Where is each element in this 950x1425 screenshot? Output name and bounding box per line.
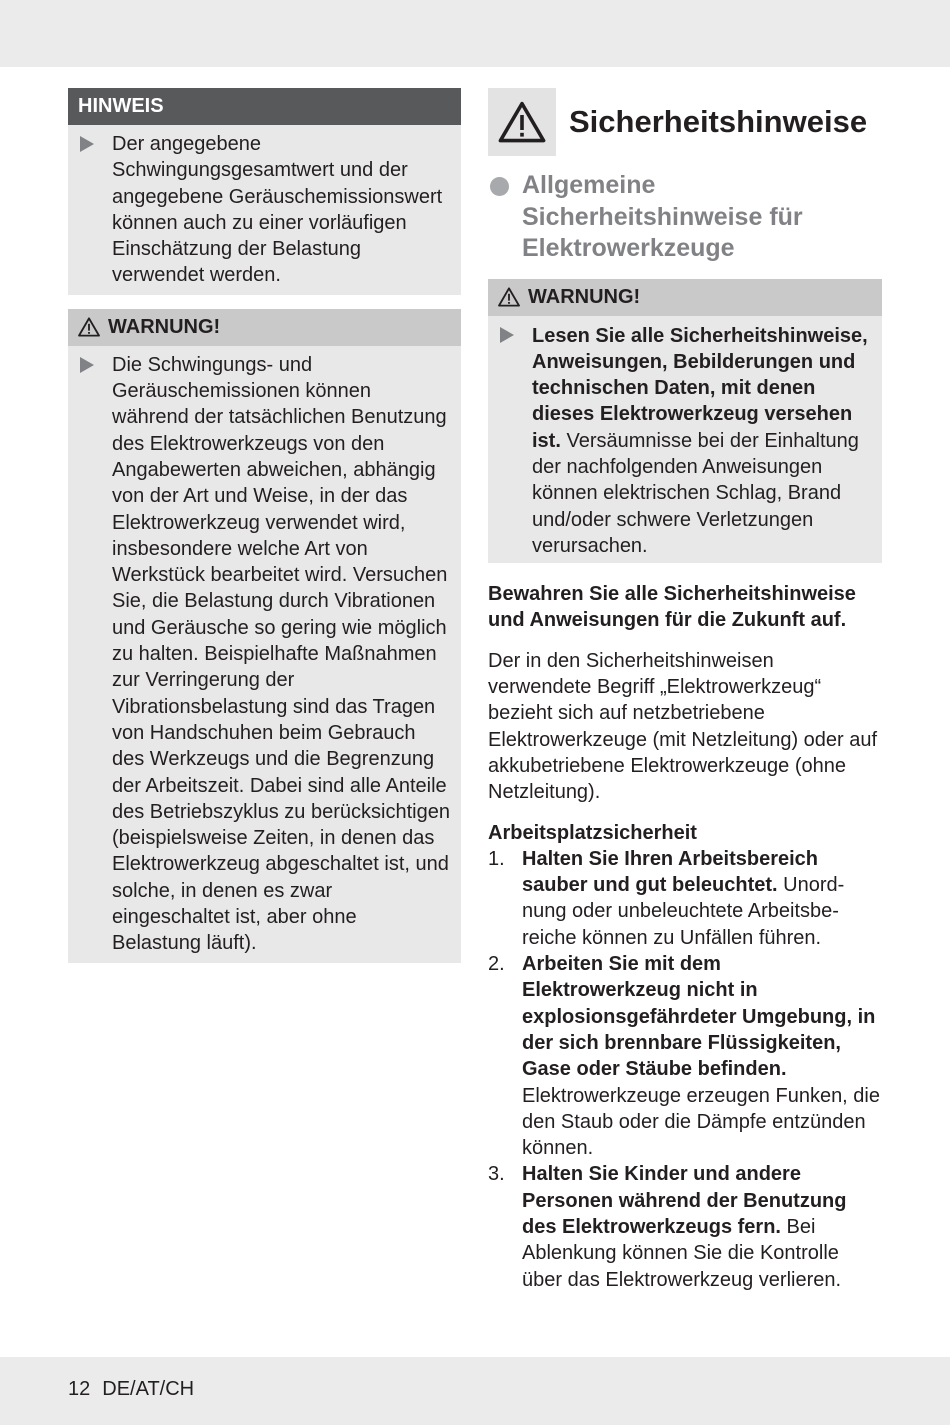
list-item-text: Bei Ablenkung können Sie die Kontrolle über das Elektrowerkzeug verlieren.	[522, 1216, 842, 1291]
warning-title-left: WARNUNG!	[108, 315, 221, 338]
list-item-bold: Halten Sie Kinder und andere Personen während der Benutzung des Elektrowerkzeugs fern.	[522, 1163, 847, 1238]
warning-bold-text: Lesen Sie alle Sicherheitshinweise, Anweisungen, Bebilderungen und technischen Daten, mit denen dieses Elektrowerkzeug versehen ist.	[532, 324, 868, 452]
warning-item-left	[68, 346, 461, 963]
title-icon-box	[488, 88, 556, 156]
warning-title-right: WARNUNG!	[528, 285, 641, 308]
warning-triangle-icon	[78, 317, 100, 337]
warning-header-right	[488, 279, 882, 316]
triangle-bullet-icon	[500, 327, 514, 343]
list-number: 3.	[488, 1163, 505, 1186]
page-title: Sicherheitshinweise	[569, 104, 868, 139]
warning-text-right	[532, 323, 872, 560]
region-label: DE/AT/CH	[102, 1378, 195, 1400]
workplace-list	[488, 846, 882, 1293]
warning-box-left	[68, 309, 461, 963]
warning-normal-text: Versäumnisse bei der Einhaltung der nachfolgenden Anweisungen können elektrischen Schlag, Brand und/oder schwere Verletzungen verursachen.	[532, 429, 859, 557]
section-heading-text: Allgemeine Sicherheitshinweise für Elektrowerkzeuge	[522, 171, 803, 262]
keep-instructions: Bewahren Sie alle Sicherheitshinweise und Anweisungen für die Zukunft auf.	[488, 583, 856, 632]
warning-triangle-icon	[497, 100, 547, 144]
triangle-bullet-icon	[80, 136, 94, 152]
hinweis-text: Der angegebene Schwingungsgesamtwert und der angegebene Geräuschemissionswert können auch zu einer vorläufigen Einschätzung der Belastung verwendet werden.	[112, 133, 443, 287]
circle-bullet-icon	[490, 177, 509, 196]
list-item-bold: Arbeiten Sie mit dem Elektrowerkzeug nicht in explosionsgefährdeter Umgebung, in der sich brennbare Flüssigkeiten, Gase oder Stäube befinden.	[522, 953, 876, 1081]
hinweis-item	[68, 125, 461, 295]
list-item-text: Unord-nung oder unbeleuchtete Arbeitsbe-reiche können zu Unfällen führen.	[522, 874, 845, 949]
warning-item-right	[488, 316, 882, 564]
list-item-text: Elektrowerkzeuge erzeugen Funken, die den Staub oder die Dämpfe entzünden können.	[522, 1084, 880, 1160]
section-heading	[488, 170, 882, 265]
list-item	[488, 951, 882, 1161]
warning-header-left	[68, 309, 461, 346]
page-footer	[68, 1378, 194, 1401]
hinweis-title: HINWEIS	[68, 88, 461, 125]
page-title-row	[488, 88, 882, 156]
page-number: 12	[68, 1378, 91, 1400]
definition-paragraph: Der in den Sicherheitshinweisen verwendete Begriff „Elektrowerkzeug“ bezieht sich auf netzbetriebene Elektrowerkzeuge (mit Netzleitung) oder auf akkubetriebene Elektrowerkzeuge (ohne Netzleitung).	[488, 649, 878, 804]
warning-triangle-icon	[498, 287, 520, 307]
list-number: 1.	[488, 847, 505, 870]
list-item-bold: Halten Sie Ihren Arbeitsbereich sauber und gut beleuchtet.	[522, 847, 819, 897]
workplace-section	[488, 820, 882, 1293]
workplace-heading: Arbeitsplatzsicherheit	[488, 821, 697, 844]
right-column	[488, 88, 882, 1293]
list-item	[488, 846, 882, 951]
warning-box-right	[488, 279, 882, 564]
warning-text-left: Die Schwingungs- und Geräuschemissionen können während der tatsächlichen Benutzung des Elektrowerkzeugs von den Angabewerten abweichen, abhängig von der Art und Weise, in der das Elektrowerkzeug verwendet wird, insbesondere welche Art von Werkstück bearbeitet wird. Versuchen Sie, die Belastung durch Vibrationen und Geräusche so gering wie möglich zu halten. Beispielhafte Maßnahmen zur Verringerung der Vibrationsbelastung sind das Tragen von Handschuhen beim Gebrauch des Werkzeugs und die Begrenzung der Arbeitszeit. Dabei sind alle Anteile des Betriebszyklus zu berücksichtigen (beispielsweise Zeiten, in denen das Elektrowerkzeug abgeschaltet ist, und solche, in denen es zwar eingeschaltet ist, aber ohne Belastung läuft).	[112, 353, 450, 955]
hinweis-box	[68, 88, 461, 295]
left-column	[68, 88, 461, 963]
list-number: 2.	[488, 953, 505, 976]
list-item	[488, 1161, 882, 1292]
triangle-bullet-icon	[80, 357, 94, 373]
header-band	[0, 0, 950, 67]
